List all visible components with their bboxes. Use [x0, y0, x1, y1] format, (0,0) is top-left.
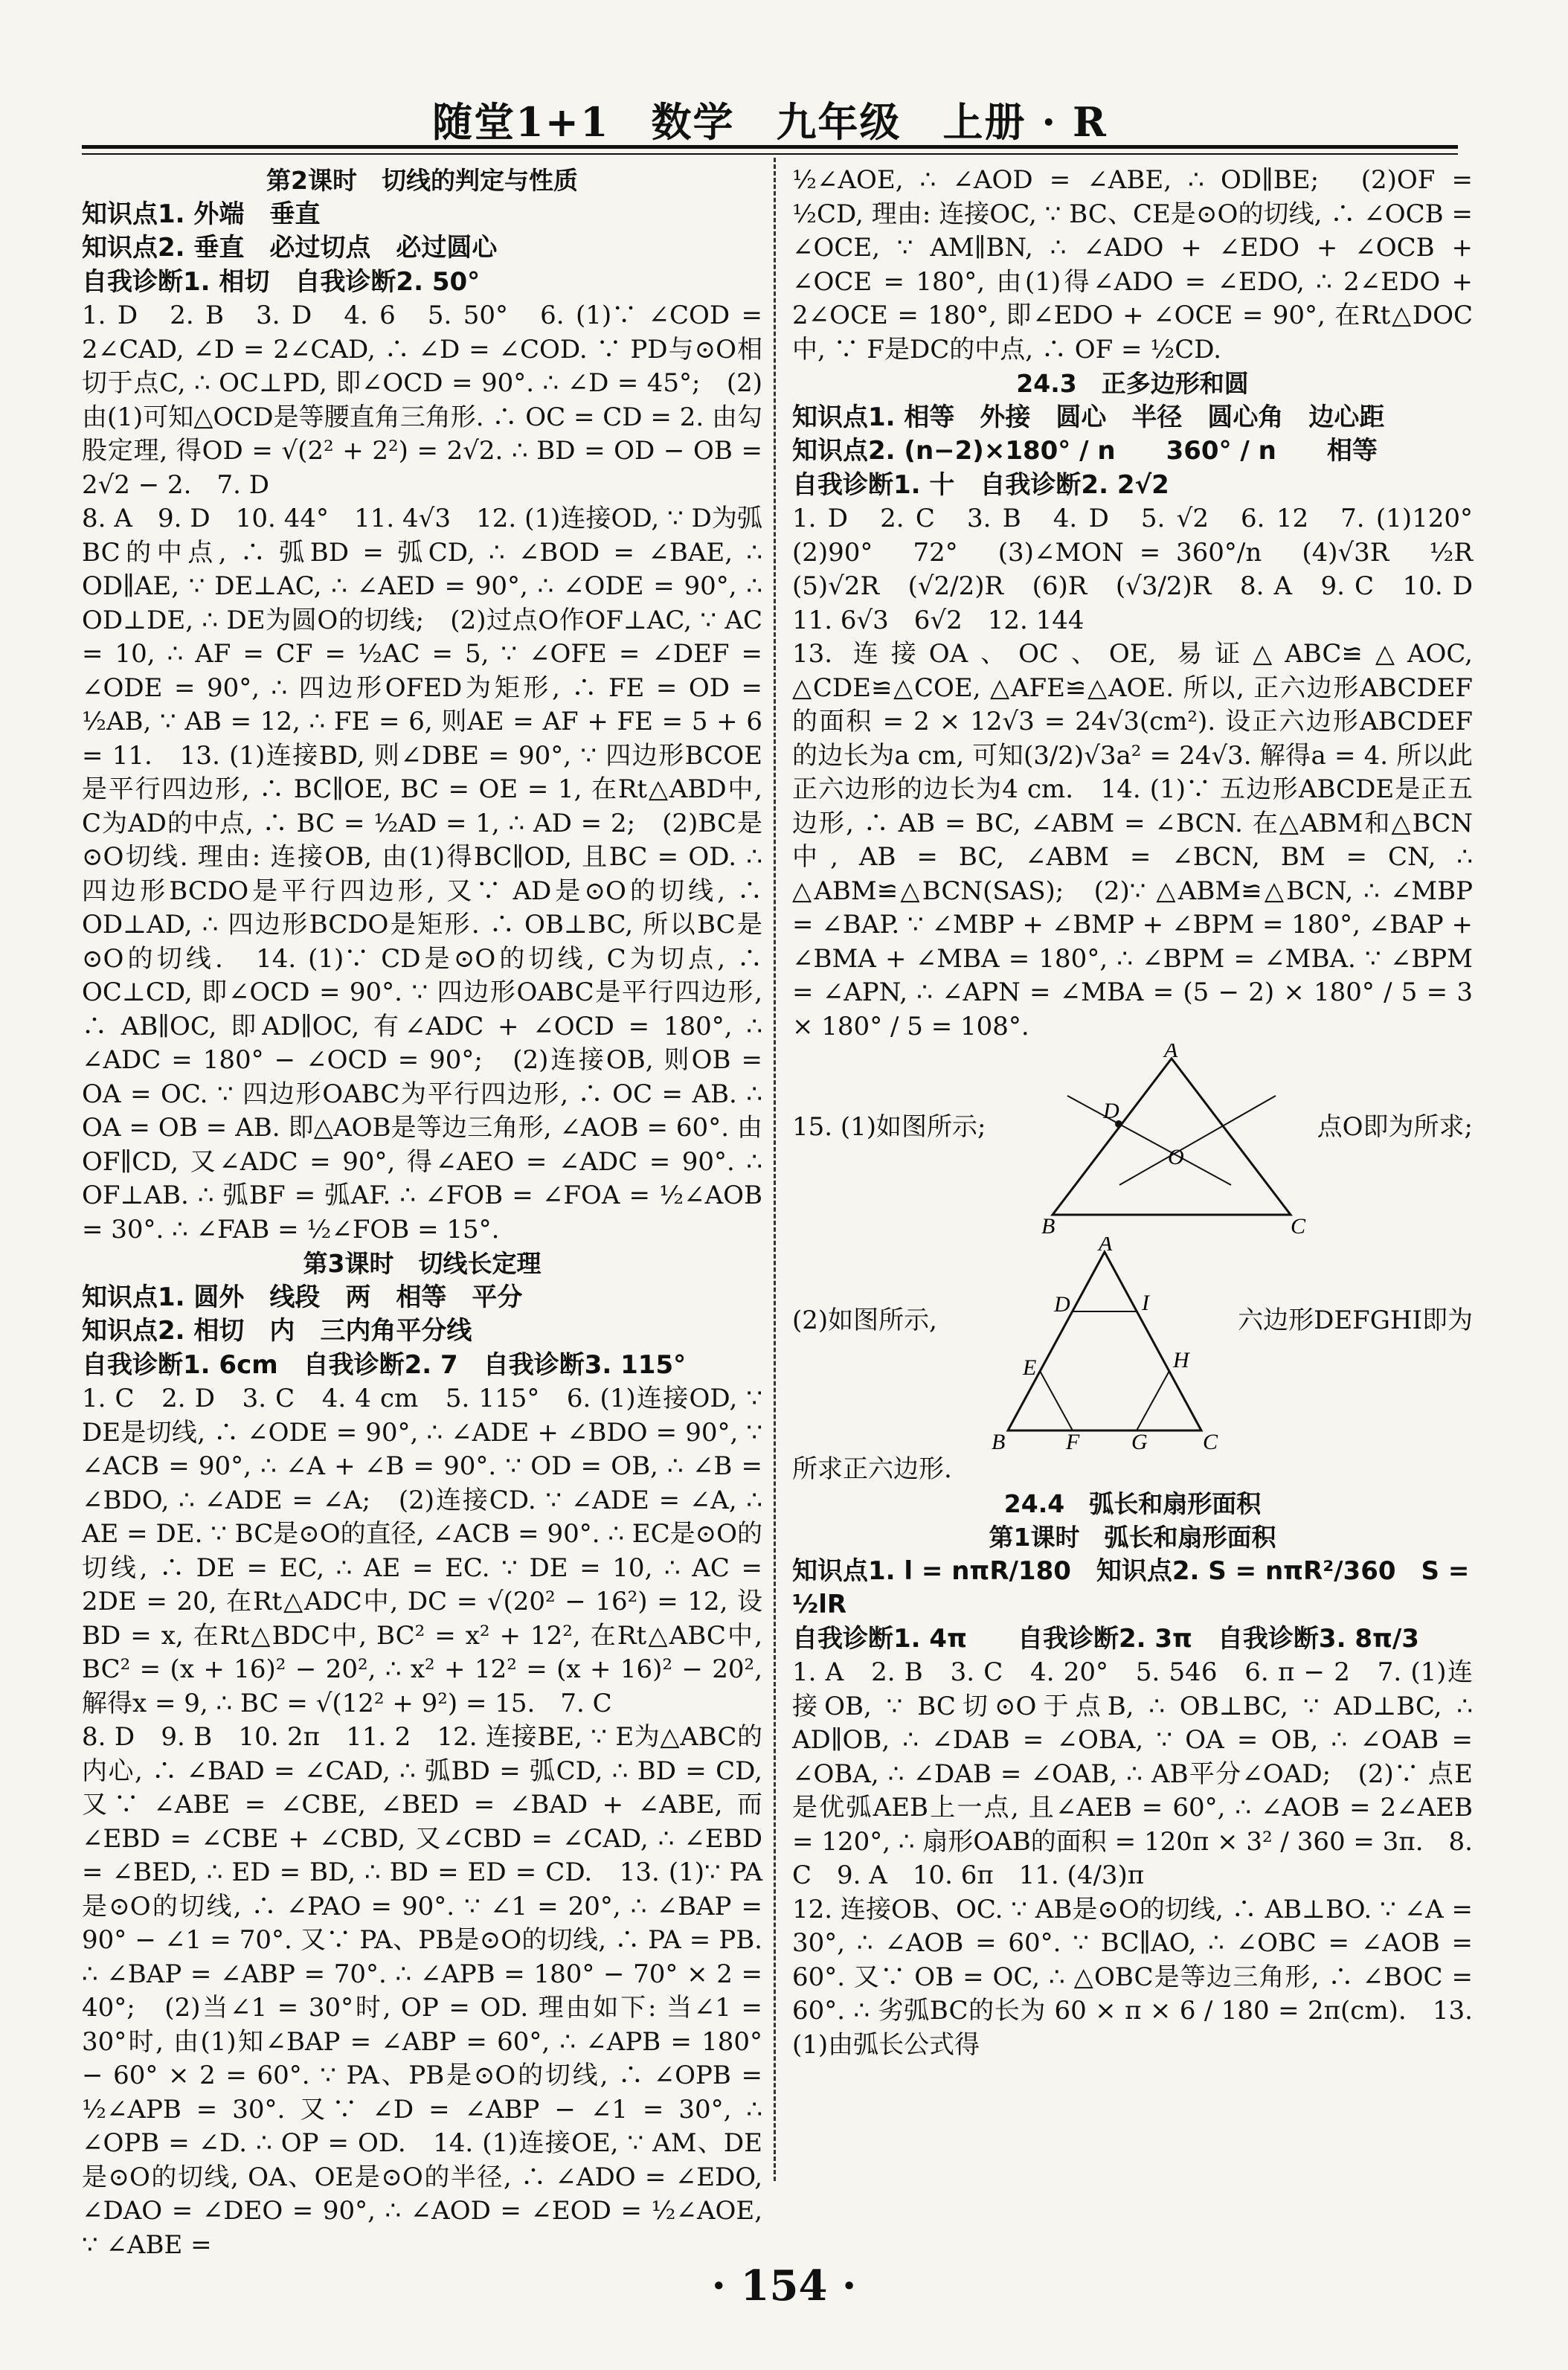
self-diagnosis: 自我诊断1. 4π 自我诊断2. 3π 自我诊断3. 8π/3: [792, 1623, 1419, 1654]
label-d: D: [1103, 1099, 1119, 1123]
figure-15-2: [792, 1237, 1473, 1453]
label-b: B: [1041, 1214, 1055, 1237]
answer-paragraph: 8. A 9. D 10. 44° 11. 4√3 12. (1)连接OD, ∵ D为弧BC的中点, ∴ 弧BD = 弧CD, ∴ ∠BOD = ∠BAE, ∴ OD∥AE, ∵ DE⊥AC, ∴ ∠AED = 90°, ∴ ∠ODE = 90°, ∴ OD⊥DE, ∴ DE为圆O的切线; (2)过点O作OF⊥AC, ∵ AC = 10, ∴ AF = CF = ½AC = 5, ∵ ∠OFE = ∠DEF = ∠ODE = 90°, ∴ 四边形OFED为矩形, ∴ FE = OD = ½AB, ∵ AB = 12, ∴ FE = 6, 则AE = AF + FE = 5 + 6 = 11. 13. (1)连接BD, 则∠DBE = 90°, ∵ 四边形BCOE是平行四边形, ∴ BC∥OE, BC = OE = 1, 在Rt△ABD中, C为AD的中点, ∴ BC = ½AD = 1, ∴ AD = 2; (2)BC是⊙O切线. 理由: 连接OB, 由(1)得BC∥OD, 且BC = OD. ∴ 四边形BCDO是平行四边形, 又∵ AD是⊙O的切线, ∴ OD⊥AD, ∴ 四边形BCDO是矩形. ∴ OB⊥BC, 所以BC是⊙O的切线. 14. (1)∵ CD是⊙O的切线, C为切点, ∴ OC⊥CD, 即∠OCD = 90°. ∵ 四边形OABC是平行四边形, ∴ AB∥OC, 即AD∥OC, 有∠ADC + ∠OCD = 180°, ∴ ∠ADC = 180° − ∠OCD = 90°; (2)连接OB, 则OB = OA = OC. ∵ 四边形OABC为平行四边形, ∴ OC = AB. ∴ OA = OB = AB. 即△AOB是等边三角形, ∠AOB = 60°. 由OF∥CD, 又∠ADC = 90°, 得∠AEO = ∠ADC = 90°. ∴ OF⊥AB. ∴ 弧BF = 弧AF. ∴ ∠FOB = ∠FOA = ½∠AOB = 30°. ∴ ∠FAB = ½∠FOB = 15°.: [82, 504, 762, 1245]
label-g: G: [1131, 1430, 1148, 1453]
self-diagnosis: 自我诊断1. 十 自我诊断2. 2√2: [792, 469, 1169, 500]
triangle-abc: [1008, 1252, 1201, 1430]
label-c: C: [1203, 1430, 1218, 1453]
figure-label: 点O即为所求;: [1317, 1112, 1473, 1142]
column-divider: [774, 158, 776, 2181]
answer-paragraph: 1. D 2. B 3. D 4. 6 5. 50° 6. (1)∵ ∠COD = 2∠CAD, ∠D = 2∠CAD, ∴ ∠D = ∠COD. ∵ PD与⊙O相切于点C, ∴ OC⊥PD, 即∠OCD = 90°. ∴ ∠D = 45°; (2)由(1)可知△OCD是等腰直角三角形. ∴ OC = CD = 2. 由勾股定理, 得OD = √(2² + 2²) = 2√2. ∴ BD = OD − OB = 2√2 − 2. 7. D: [82, 301, 762, 500]
header-rule: [82, 145, 1458, 149]
section-title: 第2课时 切线的判定与性质: [266, 166, 578, 195]
label-i: I: [1142, 1291, 1149, 1315]
label-f: F: [1066, 1430, 1080, 1453]
answer-paragraph: 8. D 9. B 10. 2π 11. 2 12. 连接BE, ∵ E为△ABC的内心, ∴ ∠BAD = ∠CAD, ∴ 弧BD = 弧CD, ∴ BD = CD, 又∵ ∠ABE = ∠CBE, ∠BED = ∠BAD + ∠ABE, 而∠EBD = ∠CBE + ∠CBD, 又∠CBD = ∠CAD, ∴ ∠EBD = ∠BED, ∴ ED = BD, ∴ BD = ED = CD. 13. (1)∵ PA是⊙O的切线, ∴ ∠PAO = 90°. ∵ ∠1 = 20°, ∴ ∠BAP = 90° − ∠1 = 70°. 又∵ PA、PB是⊙O的切线, ∴ PA = PB. ∴ ∠BAP = ∠ABP = 70°. ∴ ∠APB = 180° − 70° × 2 = 40°; (2)当∠1 = 30°时, OP = OD. 理由如下: 当∠1 = 30°时, 由(1)知∠BAP = ∠ABP = 60°, ∴ ∠APB = 180° − 60° × 2 = 60°. ∵ PA、PB是⊙O的切线, ∴ ∠OPB = ½∠APB = 30°. 又∵ ∠D = ∠ABP − ∠1 = 30°, ∴ ∠OPB = ∠D. ∴ OP = OD. 14. (1)连接OE, ∵ AM、DE是⊙O的切线, OA、OE是⊙O的半径, ∴ ∠ADO = ∠EDO, ∠DAO = ∠DEO = 90°, ∴ ∠AOD = ∠EOD = ½∠AOE, ∵ ∠ABE =: [82, 1722, 762, 2260]
self-diagnosis: 自我诊断1. 6cm 自我诊断2. 7 自我诊断3. 115°: [82, 1349, 687, 1380]
perpendicular-bisector: [1119, 1096, 1276, 1185]
figure-label: 15. (1)如图所示;: [792, 1112, 986, 1142]
figure-caption: 所求正六边形.: [792, 1454, 952, 1484]
knowledge-point: 知识点2. (n−2)×180° / n 360° / n 相等: [792, 436, 1378, 466]
page-number: · 154 ·: [711, 2261, 857, 2310]
knowledge-point: 知识点2. 相切 内 三内角平分线: [82, 1316, 472, 1346]
label-o: O: [1168, 1145, 1184, 1169]
perpendicular-bisector: [1067, 1096, 1231, 1185]
triangle-abc: [1053, 1059, 1291, 1215]
section-title: 第1课时 弧长和扇形面积: [989, 1523, 1276, 1552]
knowledge-point: 知识点1. l = nπR/180 知识点2. S = nπR²/360 S = ½lR: [792, 1555, 1470, 1619]
section-title: 24.3 正多边形和圆: [1016, 369, 1249, 398]
label-d: D: [1054, 1292, 1070, 1317]
hexagon-figure: [986, 1237, 1231, 1453]
answer-paragraph: 1. C 2. D 3. C 4. 4 cm 5. 115° 6. (1)连接OD, ∵ DE是切线, ∴ ∠ODE = 90°, ∴ ∠ADE + ∠BDO = 90°, ∵ ∠ACB = 90°, ∴ ∠A + ∠B = 90°. ∵ OD = OB, ∴ ∠B = ∠BDO, ∴ ∠ADE = ∠A; (2)连接CD. ∵ ∠ADE = ∠A, ∴ AE = DE. ∵ BC是⊙O的直径, ∠ACB = 90°. ∴ EC是⊙O的切线, ∴ DE = EC, ∴ AE = EC. ∵ DE = 10, ∴ AC = 2DE = 20, 在Rt△ADC中, DC = √(20² − 16²) = 12, 设BD = x, 在Rt△BDC中, BC² = x² + 12², 在Rt△ABC中, BC² = (x + 16)² − 20², ∴ x² + 12² = (x + 16)² − 20², 解得x = 9, ∴ BC = √(12² + 9²) = 15. 7. C: [82, 1384, 762, 1718]
header-rule-thin: [82, 153, 1458, 155]
answer-paragraph: 1. A 2. B 3. C 4. 20° 5. 546 6. π − 2 7. (1)连接OB, ∵ BC切⊙O于点B, ∴ OB⊥BC, ∵ AD⊥BC, ∴ AD∥OB, ∴ ∠DAB = ∠OBA, ∵ OA = OB, ∴ ∠OAB = ∠OBA, ∴ ∠DAB = ∠OAB, ∴ AB平分∠OAD; (2)∵ 点E是优弧AEB上一点, 且∠AEB = 60°, ∴ ∠AOB = 2∠AEB = 120°, ∴ 扇形OAB的面积 = 120π × 3² / 360 = 3π. 8. C 9. A 10. 6π 11. (4/3)π: [792, 1657, 1473, 1890]
label-b: B: [992, 1430, 1006, 1453]
label-c: C: [1291, 1214, 1306, 1237]
right-column: [792, 164, 1498, 2062]
label-h: H: [1173, 1348, 1189, 1372]
figure-label: 六边形DEFGHI即为: [1238, 1306, 1473, 1335]
answer-paragraph: 1. D 2. C 3. B 4. D 5. √2 6. 12 7. (1)120° (2)90° 72° (3)∠MON = 360°/n (4)√3R ½R (5)√2R (√2/2)R (6)R (√3/2)R 8. A 9. C 10. D 11. 6√3 6√2 12. 144: [792, 504, 1498, 635]
section-title: 第3课时 切线长定理: [303, 1249, 542, 1278]
label-a: A: [1164, 1044, 1178, 1062]
left-column: [82, 164, 762, 2262]
knowledge-point: 知识点1. 圆外 线段 两 相等 平分: [82, 1282, 523, 1312]
answer-paragraph: 12. 连接OB、OC. ∵ AB是⊙O的切线, ∴ AB⊥BO. ∵ ∠A = 30°, ∴ ∠AOB = 60°. ∵ BC∥AO, ∴ ∠OBC = ∠AOB = 60°. 又∵ OB = OC, ∴ △OBC是等边三角形, ∴ ∠BOC = 60°. ∴ 劣弧BC的长为 60 × π × 6 / 180 = 2π(cm). 13. (1)由弧长公式得: [792, 1894, 1473, 2060]
knowledge-point: 知识点2. 垂直 必过切点 必过圆心: [82, 233, 498, 263]
knowledge-point: 知识点1. 相等 外接 圆心 半径 圆心角 边心距: [792, 402, 1385, 432]
knowledge-point: 知识点1. 外端 垂直: [82, 199, 321, 229]
header-title: 随堂1+1 数学 九年级 上册 · R: [432, 98, 1108, 146]
segment-hg: [1137, 1371, 1169, 1430]
label-e: E: [1023, 1355, 1037, 1380]
answer-paragraph: 13. 连接OA、OC、OE, 易证△ABC≌△AOC, △CDE≌△COE, △AFE≌△AOE. 所以, 正六边形ABCDEF的面积 = 2 × 12√3 = 24√3(cm²). 设正六边形ABCDEF的边长为a cm, 可知(3/2)√3a² = 24√3. 解得a = 4. 所以此正六边形的边长为4 cm. 14. (1)∵ 五边形ABCDE是正五边形, ∴ AB = BC, ∠ABM = ∠BCN. 在△ABM和△BCN中, AB = BC, ∠ABM = ∠BCN, BM = CN, ∴ △ABM≌△BCN(SAS); (2)∵ △ABM≌△BCN, ∴ ∠MBP = ∠BAP. ∵ ∠MBP + ∠BMP + ∠BPM = 180°, ∠BAP + ∠BMA + ∠MBA = 180°, ∴ ∠BPM = ∠MBA. ∵ ∠BPM = ∠APN, ∴ ∠APN = ∠MBA = (5 − 2) × 180° / 5 = 3 × 180° / 5 = 108°.: [792, 639, 1473, 1041]
figure-15-1: [792, 1044, 1473, 1237]
label-a: A: [1099, 1237, 1113, 1256]
answer-paragraph: ½∠AOE, ∴ ∠AOD = ∠ABE, ∴ OD∥BE; (2)OF = ½CD, 理由: 连接OC, ∵ BC、CE是⊙O的切线, ∴ ∠OCB = ∠OCE, ∵ AM∥BN, ∴ ∠ADO + ∠EDO + ∠OCB + ∠OCE = 180°, 由(1)得∠ADO = ∠EDO, ∴ 2∠EDO + 2∠OCE = 180°, 即∠EDO + ∠OCE = 90°, 在Rt△DOC中, ∵ F是DC的中点, ∴ OF = ½CD.: [792, 165, 1473, 365]
page-header: [82, 88, 1458, 149]
self-diagnosis: 自我诊断1. 相切 自我诊断2. 50°: [82, 266, 481, 297]
section-title: 24.4 弧长和扇形面积: [1003, 1489, 1262, 1518]
figure-label: (2)如图所示,: [792, 1306, 937, 1335]
segment-ef: [1040, 1371, 1073, 1430]
triangle-figure: [1015, 1044, 1328, 1237]
